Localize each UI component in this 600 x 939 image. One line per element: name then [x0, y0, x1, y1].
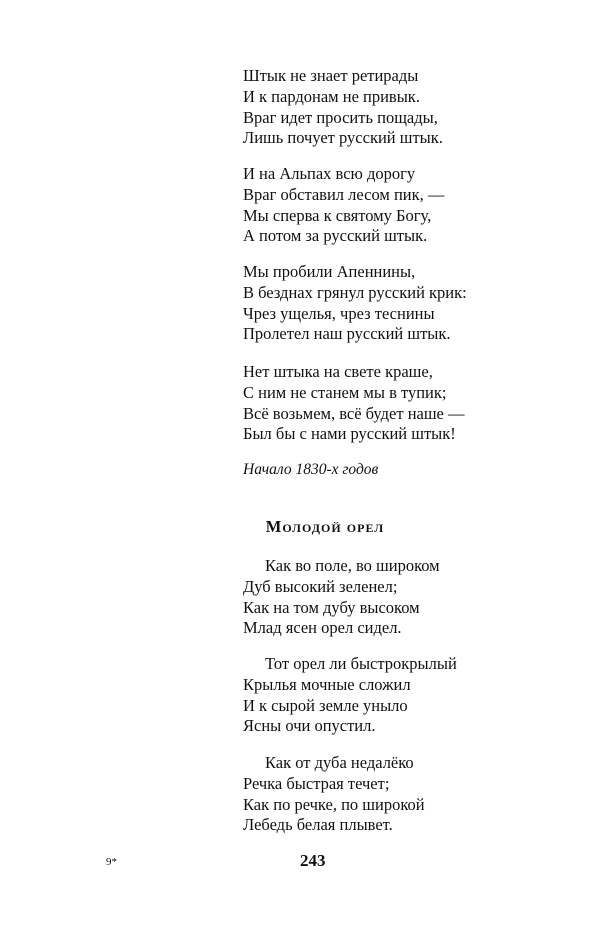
verse-line: Как во поле, во широком	[265, 556, 440, 575]
verse-line: Пролетел наш русский штык.	[243, 324, 451, 344]
poem1-stanza-3	[243, 262, 467, 345]
verse-line: Крылья мочные сложил	[243, 674, 411, 694]
verse-line: С ним не станем мы в тупик;	[243, 382, 447, 402]
verse-line: Нет штыка на свете краше,	[243, 362, 433, 381]
verse-line: И к сырой земле уныло	[243, 695, 408, 715]
verse-line: Как на том дубу высоком	[243, 597, 420, 617]
verse-line: В безднах грянул русский крик:	[243, 282, 467, 302]
verse-line: Как по речке, по широкой	[243, 794, 425, 814]
poem1-stanza-2	[243, 164, 444, 247]
verse-line: Дуб высокий зеленел;	[243, 576, 398, 596]
verse-line: Речка быстрая течет;	[243, 773, 390, 793]
verse-line: Ясны очи опустил.	[243, 716, 376, 736]
verse-line: Чрез ущелья, чрез теснины	[243, 303, 435, 323]
verse-line: Тот орел ли быстрокрылый	[265, 654, 457, 673]
verse-line: Лишь почует русский штык.	[243, 128, 443, 148]
verse-line: И к пардонам не привык.	[243, 86, 420, 106]
poem1-stanza-4	[243, 362, 465, 445]
page-number: 243	[300, 851, 326, 870]
poem2-stanza-2	[243, 654, 457, 737]
signature-mark: 9*	[106, 856, 117, 868]
verse-line: Млад ясен орел сидел.	[243, 618, 402, 638]
verse-line: Враг идет просить пощады,	[243, 107, 438, 127]
verse-line: А потом за русский штык.	[243, 226, 428, 246]
verse-line: Штык не знает ретирады	[243, 66, 419, 85]
verse-line: Как от дуба недалёко	[265, 753, 414, 772]
poem-title: Молодой орел	[265, 517, 385, 536]
verse-line: Мы пробили Апеннины,	[243, 262, 416, 281]
verse-line: Был бы с нами русский штык!	[243, 424, 456, 444]
verse-line: Всё возьмем, всё будет наше —	[243, 403, 465, 423]
verse-line: Лебедь белая плывет.	[243, 815, 393, 835]
poem2-stanza-1	[243, 556, 440, 639]
verse-line: И на Альпах всю дорогу	[243, 164, 416, 183]
verse-line: Враг обставил лесом пик, —	[243, 184, 445, 204]
poem-date: Начало 1830-х годов	[243, 461, 379, 478]
verse-line: Мы сперва к святому Богу,	[243, 205, 432, 225]
poem2-stanza-3	[243, 753, 425, 836]
poem1-stanza-1	[243, 66, 443, 149]
